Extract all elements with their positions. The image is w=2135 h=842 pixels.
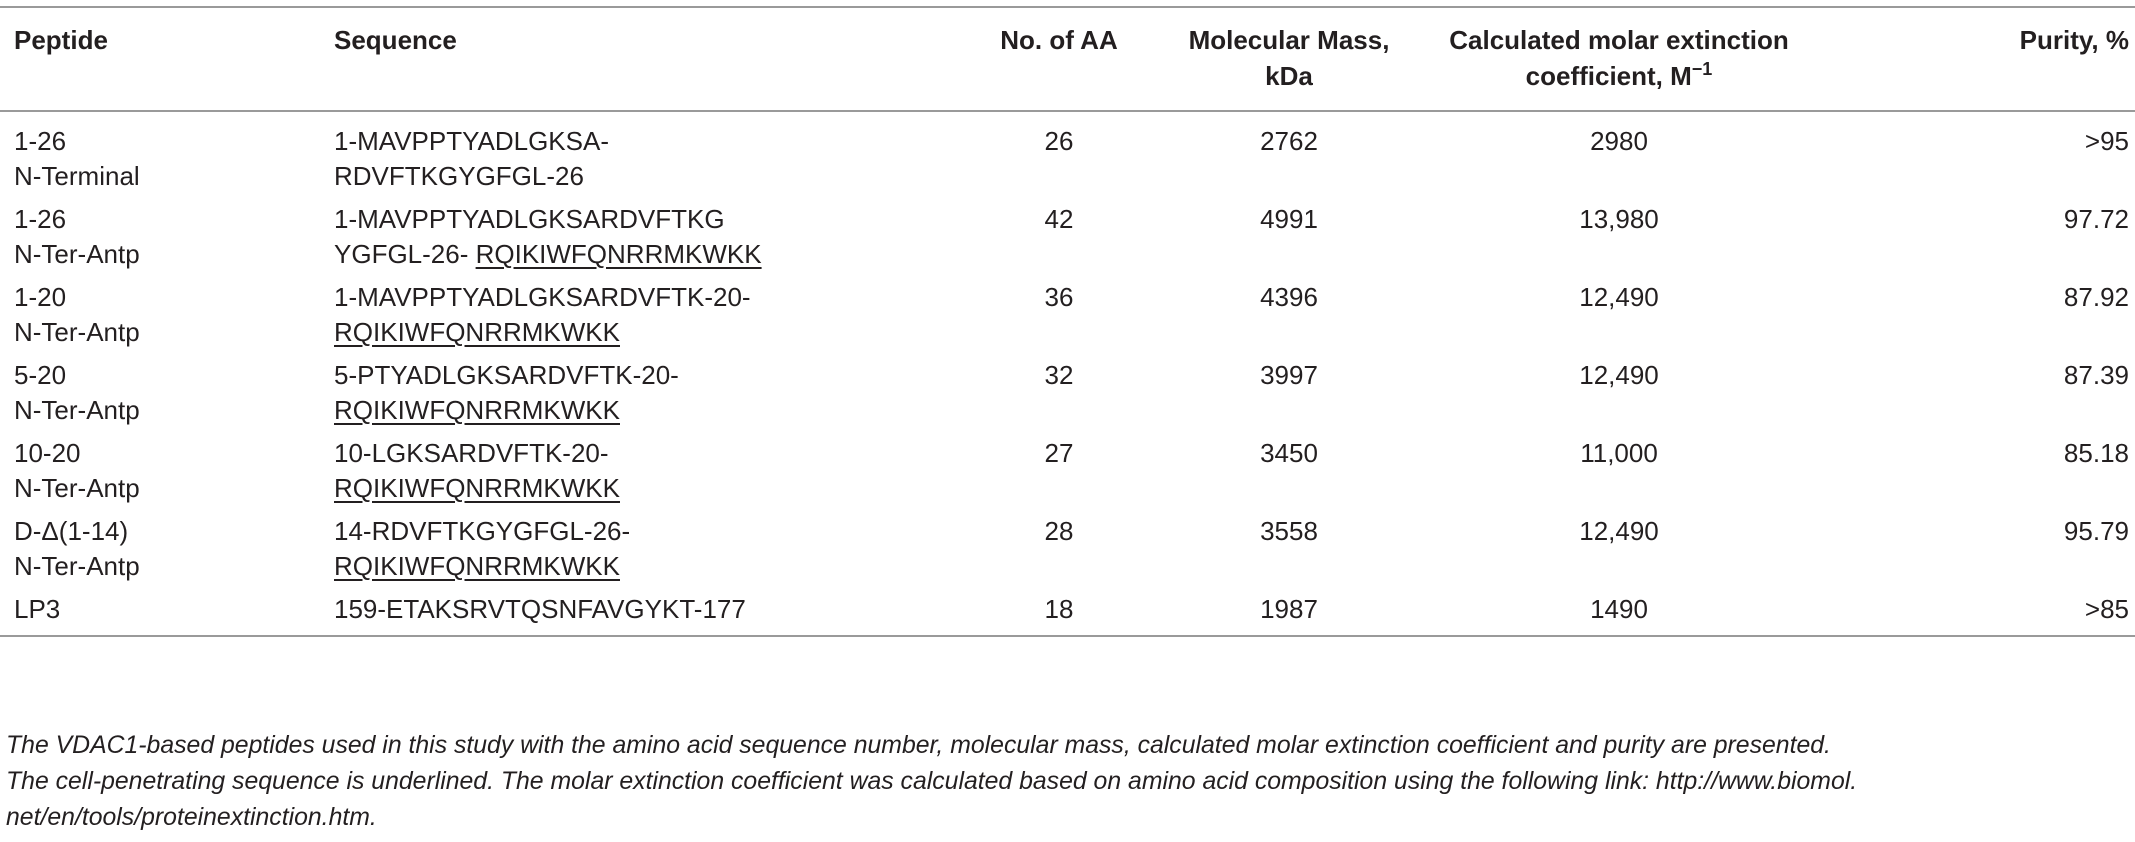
cell-peptide xyxy=(0,514,334,592)
cell-purity: 87.39 xyxy=(2063,360,2129,390)
cell-molecular-mass: 4991 xyxy=(1260,204,1318,234)
peptide-name-line1: 5-20 xyxy=(14,360,67,390)
cell-peptide xyxy=(0,111,334,202)
caption-line-3: net/en/tools/proteinextinction.htm. xyxy=(6,804,377,831)
header-coef-text: coefficient, M xyxy=(1525,61,1692,91)
table-row xyxy=(0,436,2135,514)
cell-penetrating-sequence: RQIKIWFQNRRMKWKK xyxy=(334,473,620,503)
peptide-name-line1: 1-20 xyxy=(14,282,67,312)
cell-molecular-mass: 1987 xyxy=(1260,594,1318,624)
sequence-line2 xyxy=(334,315,934,350)
peptide-name-line2: N-Ter-Antp xyxy=(14,473,140,503)
peptide-table xyxy=(0,6,2135,637)
cell-no-of-aa: 26 xyxy=(1044,126,1074,156)
cell-no-of-aa: 28 xyxy=(1044,516,1074,546)
sequence-line2 xyxy=(334,237,934,272)
header-extinction-coefficient xyxy=(1394,7,1844,111)
cell-extinction-coefficient: 12,490 xyxy=(1579,516,1659,546)
table-row xyxy=(0,358,2135,436)
cell-extinction-coefficient: 13,980 xyxy=(1579,204,1659,234)
cell-peptide xyxy=(0,436,334,514)
table-row xyxy=(0,514,2135,592)
cell-sequence xyxy=(334,202,934,280)
cell-molecular-mass: 3997 xyxy=(1260,360,1318,390)
cell-extinction-coefficient: 2980 xyxy=(1590,126,1648,156)
sequence-line1: 1-MAVPPTYADLGKSA- xyxy=(334,126,609,156)
caption-line-1: The VDAC1-based peptides used in this study with the amino acid sequence number, molecular mass, calculated molar extinction coefficient and purity are presented. xyxy=(6,732,1831,759)
table-caption xyxy=(6,728,2111,836)
sequence-line2-text: YGFGL-26- xyxy=(334,239,476,269)
cell-purity: 85.18 xyxy=(2063,438,2129,468)
header-purity: Purity, % xyxy=(2019,25,2129,55)
cell-purity: 95.79 xyxy=(2063,516,2129,546)
header-mass-line1: Molecular xyxy=(1188,25,1310,55)
header-no-of-aa: No. of AA xyxy=(1000,25,1118,55)
cell-sequence xyxy=(334,436,934,514)
cell-no-of-aa: 27 xyxy=(1044,438,1074,468)
sequence-line2 xyxy=(334,159,934,194)
cell-sequence xyxy=(334,592,934,636)
table-row xyxy=(0,592,2135,636)
peptide-name-line2: N-Terminal xyxy=(14,161,140,191)
header-molecular-mass xyxy=(1184,7,1394,111)
cell-peptide xyxy=(0,358,334,436)
sequence-line2-text: RDVFTKGYGFGL-26 xyxy=(334,161,584,191)
cell-molecular-mass: 3450 xyxy=(1260,438,1318,468)
cell-molecular-mass: 4396 xyxy=(1260,282,1318,312)
cell-no-of-aa: 36 xyxy=(1044,282,1074,312)
cell-peptide xyxy=(0,280,334,358)
peptide-name-line2: N-Ter-Antp xyxy=(14,551,140,581)
cell-sequence xyxy=(334,514,934,592)
table-header xyxy=(0,7,2135,111)
peptide-name-line1: LP3 xyxy=(14,594,61,624)
cell-no-of-aa: 18 xyxy=(1044,594,1074,624)
sequence-line1: 1-MAVPPTYADLGKSARDVFTK-20- xyxy=(334,282,751,312)
cell-sequence xyxy=(334,280,934,358)
header-coef-superscript: −1 xyxy=(1691,59,1713,79)
peptide-name-line1: 1-26 xyxy=(14,204,67,234)
peptide-name-line1: D-Δ(1-14) xyxy=(14,516,129,546)
cell-purity: 87.92 xyxy=(2063,282,2129,312)
sequence-line2 xyxy=(334,549,934,584)
table-body xyxy=(0,111,2135,636)
header-coef-line2 xyxy=(1526,61,1713,91)
cell-no-of-aa: 32 xyxy=(1044,360,1074,390)
sequence-line1: 159-ETAKSRVTQSNFAVGYKT-177 xyxy=(334,594,746,624)
header-peptide: Peptide xyxy=(14,25,108,55)
cell-sequence xyxy=(334,111,934,202)
sequence-line2 xyxy=(334,393,934,428)
table-row xyxy=(0,111,2135,202)
cell-peptide xyxy=(0,592,334,636)
caption-line-2: The cell-penetrating sequence is underlined. The molar extinction coefficient was calculated based on amino acid composition using the following link: http://www.biomol. xyxy=(6,768,1858,795)
sequence-line1: 10-LGKSARDVFTK-20- xyxy=(334,438,609,468)
sequence-line1: 14-RDVFTKGYGFGL-26- xyxy=(334,516,631,546)
cell-penetrating-sequence: RQIKIWFQNRRMKWKK xyxy=(334,395,620,425)
cell-molecular-mass: 2762 xyxy=(1260,126,1318,156)
cell-extinction-coefficient: 11,000 xyxy=(1580,438,1658,468)
peptide-name-line1: 10-20 xyxy=(14,438,81,468)
peptide-name-line1: 1-26 xyxy=(14,126,67,156)
cell-penetrating-sequence: RQIKIWFQNRRMKWKK xyxy=(475,239,762,269)
peptide-name-line2: N-Ter-Antp xyxy=(14,317,140,347)
cell-extinction-coefficient: 12,490 xyxy=(1579,360,1659,390)
cell-extinction-coefficient: 12,490 xyxy=(1579,282,1659,312)
header-row xyxy=(0,7,2135,111)
cell-peptide xyxy=(0,202,334,280)
cell-molecular-mass: 3558 xyxy=(1260,516,1318,546)
peptide-name-line2: N-Ter-Antp xyxy=(14,395,140,425)
cell-sequence xyxy=(334,358,934,436)
cell-extinction-coefficient: 1490 xyxy=(1590,594,1648,624)
cell-purity: 97.72 xyxy=(2063,204,2129,234)
sequence-line1: 1-MAVPPTYADLGKSARDVFTKG xyxy=(334,204,725,234)
sequence-line2 xyxy=(334,471,934,506)
cell-purity: >85 xyxy=(2084,594,2129,624)
peptide-name-line2: N-Ter-Antp xyxy=(14,239,140,269)
cell-purity: >95 xyxy=(2084,126,2129,156)
table-row xyxy=(0,202,2135,280)
cell-no-of-aa: 42 xyxy=(1044,204,1074,234)
header-mass-line2: Mass, kDa xyxy=(1265,25,1390,91)
cell-penetrating-sequence: RQIKIWFQNRRMKWKK xyxy=(334,551,620,581)
header-coef-line1: Calculated molar extinction xyxy=(1449,25,1789,55)
table-row xyxy=(0,280,2135,358)
header-sequence: Sequence xyxy=(334,25,457,55)
sequence-line1: 5-PTYADLGKSARDVFTK-20- xyxy=(334,360,679,390)
cell-penetrating-sequence: RQIKIWFQNRRMKWKK xyxy=(334,317,620,347)
